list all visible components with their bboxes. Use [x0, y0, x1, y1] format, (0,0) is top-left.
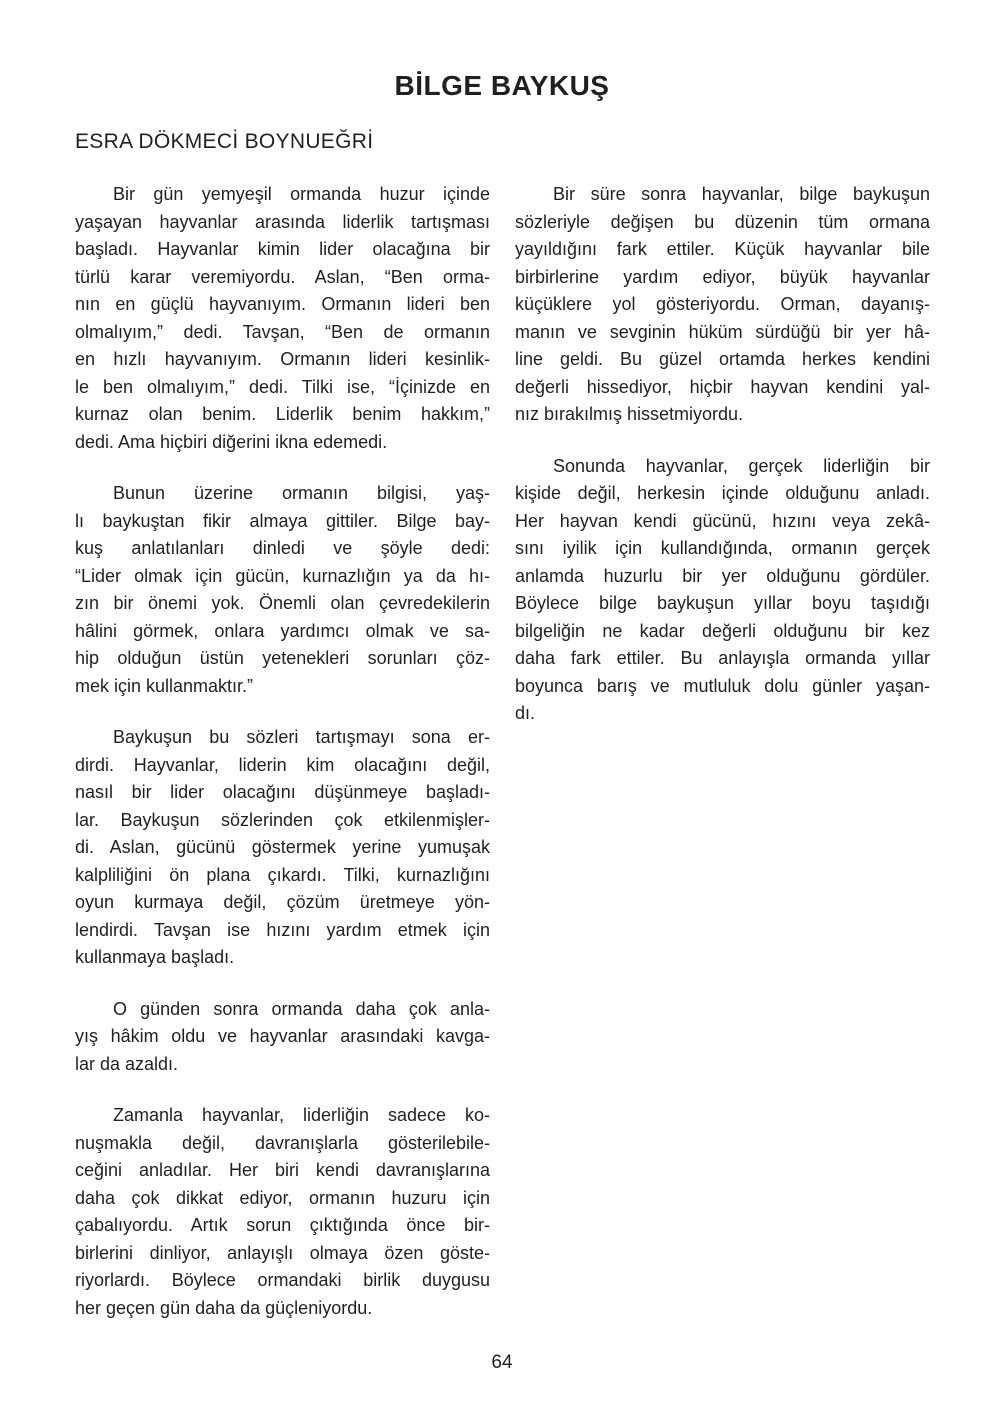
text-line: her geçen gün daha da güçleniyordu.	[75, 1297, 373, 1318]
text-line: yaşayan hayvanlar arasında liderlik tartışması	[75, 211, 490, 232]
text-line: Her hayvan kendi gücünü, hızını veya zekâ-	[515, 510, 930, 531]
text-line: di. Aslan, gücünü göstermek yerine yumuşak	[75, 837, 490, 857]
text-line: nız bırakılmış hissetmiyordu.	[515, 404, 744, 424]
text-line: lar. Baykuşun sözlerinden çok etkilenmişler-	[75, 809, 490, 830]
text-line: riyorlardı. Böylece ormandaki birlik duygusu	[75, 1270, 490, 1290]
text-line: line geldi. Bu güzel ortamda herkes kendini	[515, 349, 930, 369]
text-line: bilgeliğin ne kadar değerli olduğunu bir kez	[515, 620, 930, 641]
column-left	[75, 181, 490, 1346]
text-line: yayıldığını fark ettiler. Küçük hayvanlar bile	[515, 239, 930, 259]
text-columns	[75, 181, 930, 1346]
text-line: anlamda huzurlu bir yer olduğunu gördüler.	[515, 565, 930, 586]
text-line: kurnaz olan benim. Liderlik benim hakkım,”	[75, 404, 490, 424]
text-line: O günden sonra ormanda daha çok anla-	[113, 998, 490, 1019]
text-line: nasıl bir lider olacağını düşünmeye başladı-	[75, 782, 490, 802]
text-line: lı baykuştan fikir almaya gittiler. Bilge bay-	[75, 510, 490, 531]
paragraph	[75, 181, 490, 456]
text-line: çabalıyordu. Artık sorun çıktığında önce bir-	[75, 1215, 490, 1235]
paragraph	[75, 1102, 490, 1322]
text-line: nuşmakla değil, davranışlarla gösterilebile-	[75, 1132, 490, 1153]
paragraph	[515, 453, 930, 728]
text-line: manın ve sevginin hüküm sürdüğü bir yer hâ-	[515, 321, 930, 342]
text-line: yış hâkim oldu ve hayvanlar arasındaki kavga-	[75, 1026, 490, 1046]
text-line: hip olduğun üstün yetenekleri sorunları çöz-	[75, 648, 490, 668]
text-line: lendirdi. Tavşan ise hızını yardım etmek için	[75, 919, 490, 940]
text-line: boyunca barış ve mutluluk dolu günler yaşan-	[515, 675, 930, 696]
paragraph	[75, 480, 490, 700]
text-line: en hızlı hayvanıyım. Ormanın lideri kesinlik-	[75, 349, 490, 369]
text-line: olmalıyım,” dedi. Tavşan, “Ben de ormanın	[75, 321, 490, 342]
text-line: sını iyilik için kullandığında, ormanın gerçek	[515, 538, 930, 558]
paragraph	[515, 181, 930, 429]
text-line: birlerini dinliyor, anlayışlı olmaya özen göste-	[75, 1242, 490, 1263]
text-line: sözleriyle değişen bu düzenin tüm ormana	[515, 211, 930, 232]
text-line: Sonunda hayvanlar, gerçek liderliğin bir	[553, 455, 930, 476]
text-line: kuş anlatılanları dinledi ve şöyle dedi:	[75, 538, 490, 558]
text-line: değerli hissediyor, hiçbir hayvan kendini yal-	[515, 376, 930, 397]
text-line: oyun kurmaya değil, çözüm üretmeye yön-	[75, 892, 490, 912]
text-line: kalpliliğini ön plana çıkardı. Tilki, kurnazlığını	[75, 864, 490, 885]
text-line: dirdi. Hayvanlar, liderin kim olacağını değil,	[75, 754, 490, 775]
author-name: ESRA DÖKMECİ BOYNUEĞRİ	[75, 130, 374, 153]
page-number: 64	[491, 1352, 513, 1373]
text-line: “Lider olmak için gücün, kurnazlığın ya da hı-	[75, 565, 490, 586]
text-line: dedi. Ama hiçbiri diğerini ikna edemedi.	[75, 431, 388, 452]
text-line: dı.	[515, 703, 536, 723]
text-line: zın bir önemi yok. Önemli olan çevredekilerin	[75, 593, 490, 613]
text-line: birbirlerine yardım ediyor, büyük hayvanlar	[515, 266, 930, 287]
paragraph	[75, 996, 490, 1079]
text-line: lar da azaldı.	[75, 1053, 179, 1074]
paragraph	[75, 724, 490, 972]
text-line: hâlini görmek, onlara yardımcı olmak ve sa-	[75, 620, 490, 641]
text-line: Baykuşun bu sözleri tartışmayı sona er-	[113, 727, 490, 747]
text-line: Bir gün yemyeşil ormanda huzur içinde	[113, 184, 490, 204]
text-line: mek için kullanmaktır.”	[75, 675, 254, 696]
text-line: kullanmaya başladı.	[75, 947, 235, 967]
text-line: ceğini anladılar. Her biri kendi davranışlarına	[75, 1160, 490, 1180]
text-line: daha çok dikkat ediyor, ormanın huzuru için	[75, 1187, 490, 1208]
text-line: Zamanla hayvanlar, liderliğin sadece ko-	[113, 1105, 490, 1125]
text-line: başladı. Hayvanlar kimin lider olacağına bir	[75, 239, 490, 259]
text-line: türlü karar veremiyordu. Aslan, “Ben orma-	[75, 266, 490, 287]
text-line: Bir süre sonra hayvanlar, bilge baykuşun	[553, 184, 930, 204]
text-line: nın en güçlü hayvanıyım. Ormanın lideri ben	[75, 294, 490, 314]
text-line: küçüklere yol gösteriyordu. Orman, dayanış-	[515, 294, 930, 314]
column-right	[515, 181, 930, 1346]
page-title: BİLGE BAYKUŞ	[394, 70, 610, 101]
text-line: Bunun üzerine ormanın bilgisi, yaş-	[113, 483, 490, 503]
text-line: Böylece bilge baykuşun yıllar boyu taşıdığı	[515, 593, 930, 613]
text-line: le ben olmalıyım,” dedi. Tilki ise, “İçinizde en	[75, 376, 490, 397]
text-line: kişide değil, herkesin içinde olduğunu anladı.	[515, 483, 930, 503]
text-line: daha fark ettiler. Bu anlayışla ormanda yıllar	[515, 648, 930, 668]
